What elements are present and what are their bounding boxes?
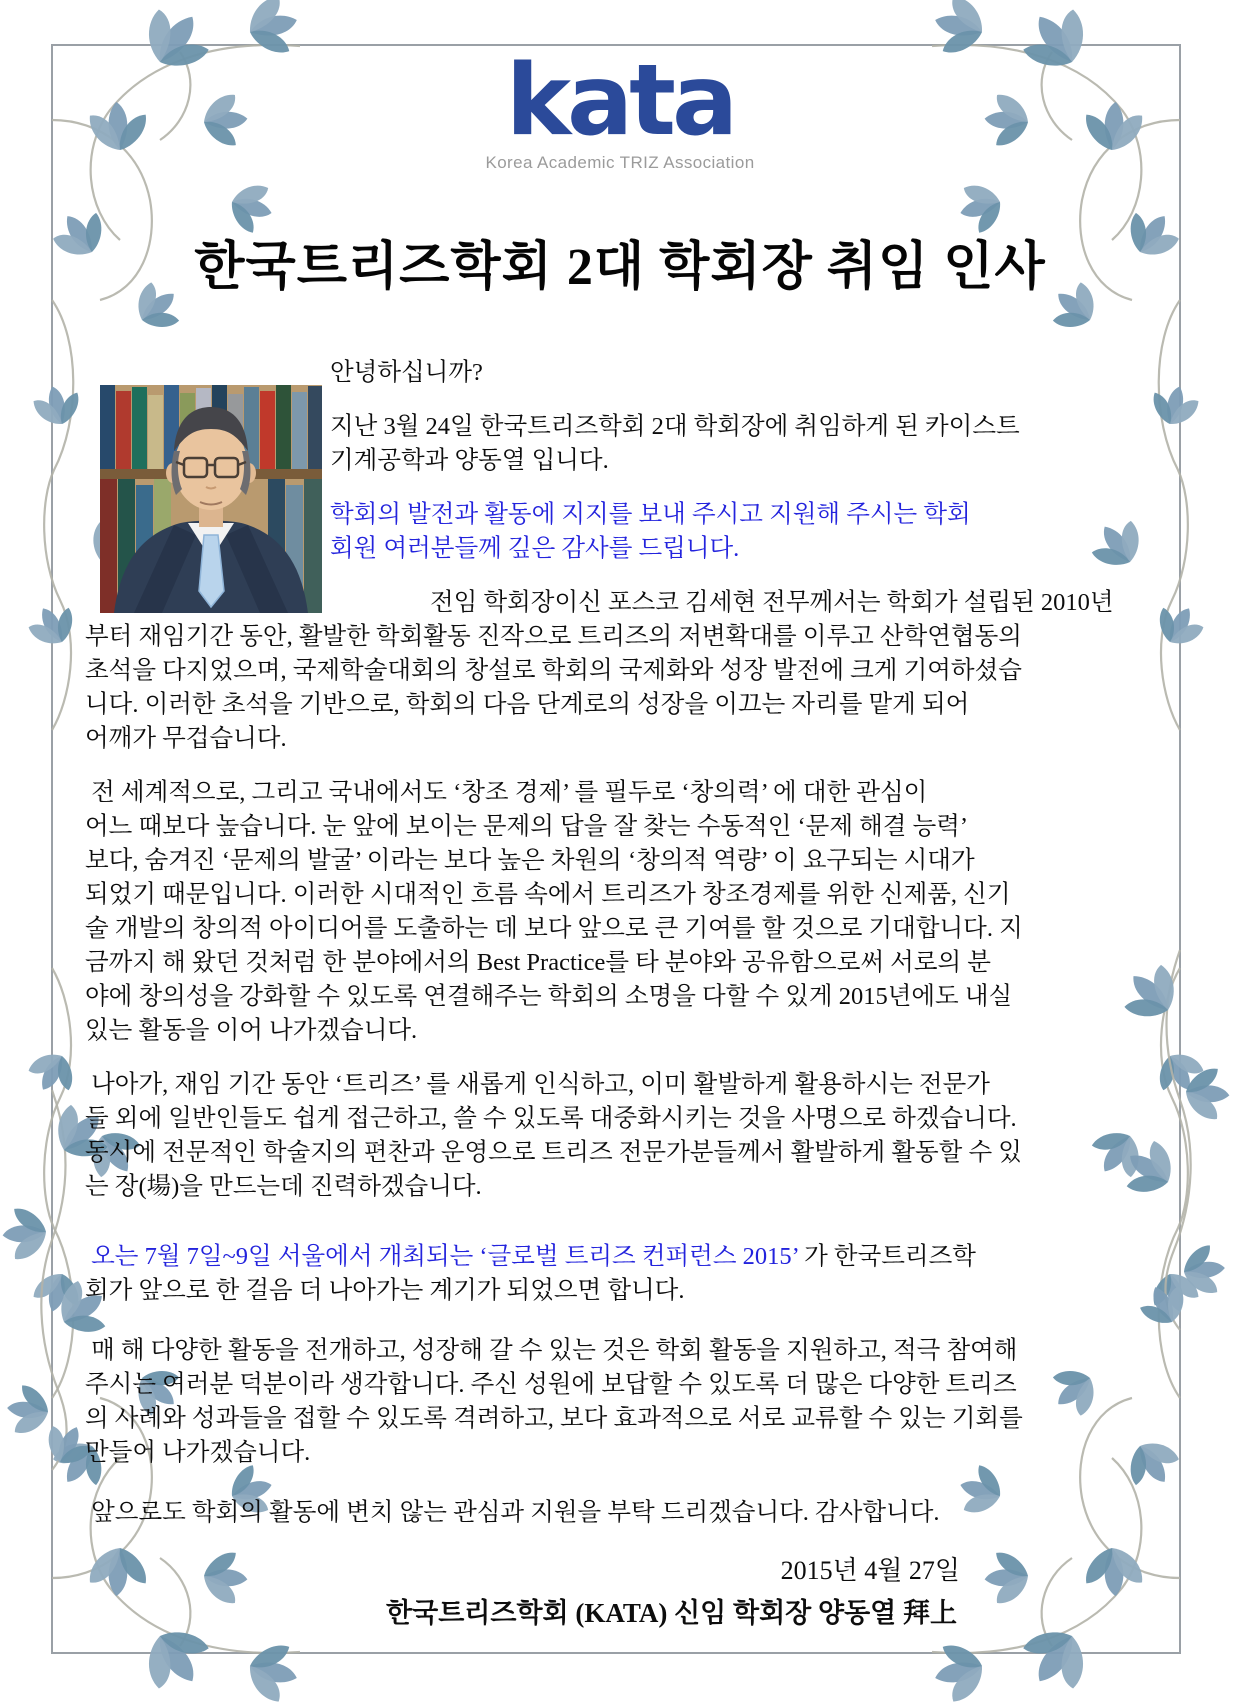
predecessor-line-2: 부터 재임기간 동안, 활발한 학회활동 진작으로 트리즈의 저변확대를 이루고 산학연협동의 — [85, 623, 1022, 650]
thanks-line-2: 회원 여러분들께 깊은 감사를 드립니다. — [330, 535, 740, 562]
thanks-line-1: 학회의 발전과 활동에 지지를 보내 주시고 지원해 주시는 학회 — [330, 501, 971, 528]
growth-line-1: 매 해 다양한 활동을 전개하고, 성장해 갈 수 있는 것은 학회 활동을 지원하고, 적극 참여해 — [85, 1337, 1018, 1364]
predecessor-line-1: 전임 학회장이신 포스코 김세현 전무께서는 학회가 설립된 2010년 — [430, 589, 1114, 616]
kata-logo — [0, 44, 1240, 173]
mission-line-1: 나아가, 재임 기간 동안 ‘트리즈’ 를 새롭게 인식하고, 이미 활발하게 활용하시는 전문가 — [85, 1071, 990, 1098]
intro-line-1: 지난 3월 24일 한국트리즈학회 2대 학회장에 취임하게 된 카이스트 — [330, 413, 1020, 440]
creativity-line-4: 되었기 때문입니다. 이러한 시대적인 흐름 속에서 트리즈가 창조경제를 위한 신제품, 신기 — [85, 881, 1011, 908]
growth-line-2: 주시는 여러분 덕분이라 생각합니다. 주신 성원에 보답할 수 있도록 더 많은 다양한 트리즈 — [85, 1371, 1017, 1398]
creativity-line-5: 술 개발의 창의적 아이디어를 도출하는 데 보다 앞으로 큰 기여를 할 것으로 기대합니다. 지 — [85, 915, 1023, 942]
page-title: 한국트리즈학회 2대 학회장 취임 인사 — [194, 239, 1046, 296]
growth-line-4: 만들어 나가겠습니다. — [85, 1439, 311, 1466]
creativity-line-7: 야에 창의성을 강화할 수 있도록 연결해주는 학회의 소명을 다할 수 있게 2015년에도 내실 — [85, 983, 1013, 1010]
predecessor-line-3: 초석을 다지었으며, 국제학술대회의 창설로 학회의 국제화와 성장 발전에 크게 기여하셨습 — [85, 657, 1022, 684]
date-line: 2015년 4월 27일 — [780, 1556, 960, 1585]
conference-line-1 — [85, 1240, 1155, 1274]
creativity-line-6: 금까지 해 왔던 것처럼 한 분야에서의 Best Practice를 타 분야와 공유함으로써 서로의 분 — [85, 949, 991, 976]
greeting-line: 안녕하십니까? — [330, 359, 483, 386]
mission-line-4: 는 장(場)을 만드는데 진력하겠습니다. — [85, 1173, 482, 1200]
president-photo — [100, 385, 322, 613]
signature-line: 한국트리즈학회 (KATA) 신임 학회장 양동열 拜上 — [386, 1598, 957, 1628]
creativity-line-2: 어느 때보다 높습니다. 눈 앞에 보이는 문제의 답을 잘 찾는 수동적인 ‘문제 해결 능력’ — [85, 813, 969, 840]
creativity-line-1: 전 세계적으로, 그리고 국내에서도 ‘창조 경제’ 를 필두로 ‘창의력’ 에 대한 관심이 — [85, 779, 928, 806]
intro-line-2: 기계공학과 양동열 입니다. — [330, 447, 609, 474]
mission-line-3: 동시에 전문적인 학술지의 편찬과 운영으로 트리즈 전문가분들께서 활발하게 활동할 수 있 — [85, 1139, 1022, 1166]
conference-highlight: 오는 7월 7일~9일 서울에서 개최되는 ‘글로벌 트리즈 컨퍼런스 2015’ — [85, 1243, 799, 1270]
conference-line-2: 회가 앞으로 한 걸음 더 나아가는 계기가 되었으면 합니다. — [85, 1277, 685, 1304]
growth-line-3: 의 사례와 성과들을 접할 수 있도록 격려하고, 보다 효과적으로 서로 교류할 수 있는 기회를 — [85, 1405, 1023, 1432]
conference-line-1-rest: 가 한국트리즈학 — [798, 1243, 976, 1270]
mission-line-2: 들 외에 일반인들도 쉽게 접근하고, 쓸 수 있도록 대중화시키는 것을 사명으로 하겠습니다. — [85, 1105, 1017, 1132]
creativity-line-3: 보다, 숨겨진 ‘문제의 발굴’ 이라는 보다 높은 차원의 ‘창의적 역량’ 이 요구되는 시대가 — [85, 847, 975, 874]
predecessor-line-5: 어깨가 무겁습니다. — [85, 725, 287, 752]
predecessor-line-4: 니다. 이러한 초석을 기반으로, 학회의 다음 단계로의 성장을 이끄는 자리를 맡게 되어 — [85, 691, 970, 718]
kata-logo-text: kata — [505, 44, 735, 158]
closing-line: 앞으로도 학회의 활동에 변치 않는 관심과 지원을 부탁 드리겠습니다. 감사합니다. — [85, 1499, 940, 1526]
creativity-line-8: 있는 활동을 이어 나가겠습니다. — [85, 1017, 418, 1044]
kata-logo-subtitle: Korea Academic TRIZ Association — [485, 153, 755, 172]
